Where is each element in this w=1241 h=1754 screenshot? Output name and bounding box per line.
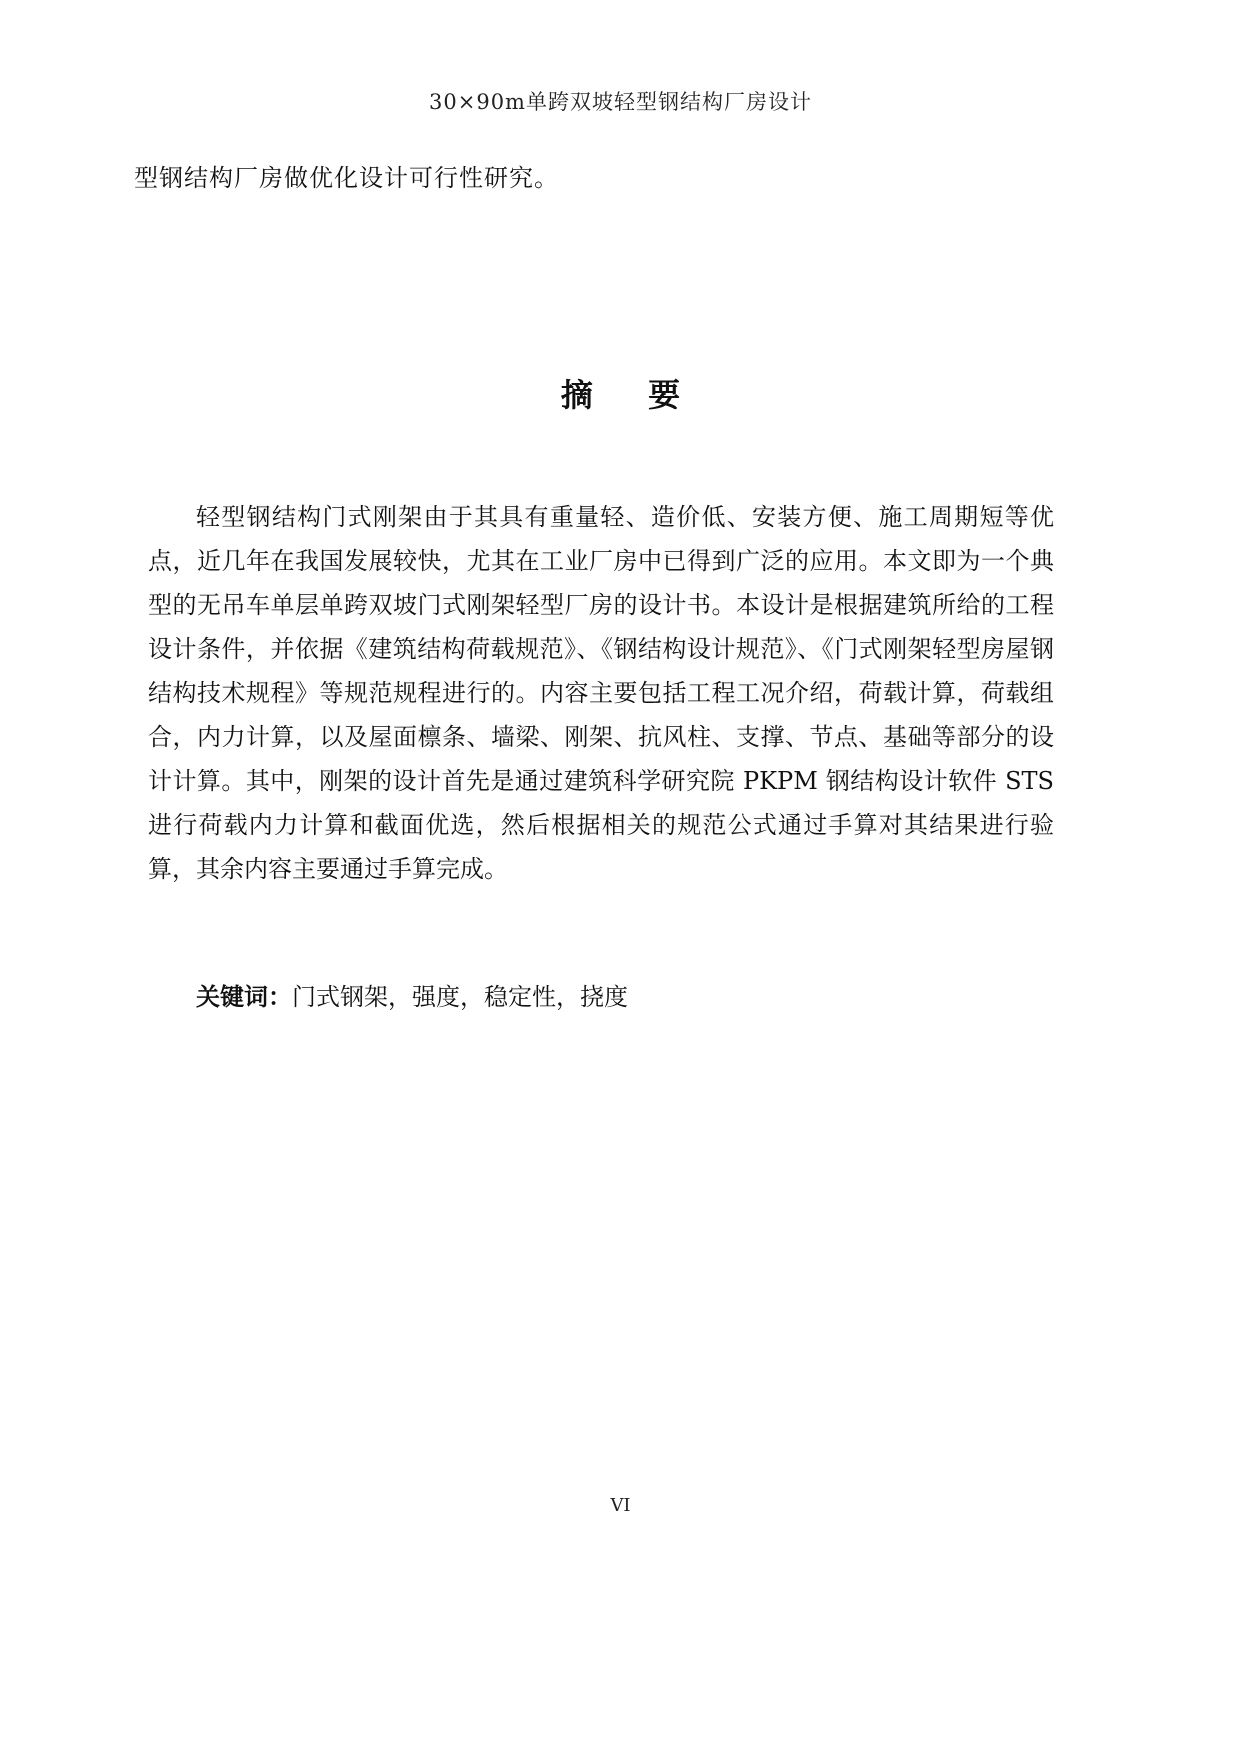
keywords-line (196, 977, 1056, 1012)
running-header: 30×90m单跨双坡轻型钢结构厂房设计 (429, 90, 812, 114)
keywords-value: 门式钢架，强度，稳定性，挠度 (292, 983, 628, 1011)
abstract-body: 轻型钢结构门式刚架由于其具有重量轻、造价低、安装方便、施工周期短等优点，近几年在我国发展较快，尤其在工业厂房中已得到广泛的应用。本文即为一个典型的无吊车单层单跨双坡门式刚架轻型厂房的设计书。本设计是根据建筑所给的工程设计条件，并依据《建筑结构荷载规范》、《钢结构设计规范》、《门式刚架轻型房屋钢结构技术规程》等规范规程进行的。内容主要包括工程工况介绍，荷载计算，荷载组合，内力计算，以及屋面檩条、墙梁、刚架、抗风柱、支撑、节点、基础等部分的设计计算。其中，刚架的设计首先是通过建筑科学研究院 PKPM 钢结构设计软件 STS 进行荷载内力计算和截面优选，然后根据相关的规范公式通过手算对其结果进行验算，其余内容主要通过手算完成。 (148, 503, 1054, 883)
carryover-paragraph: 型钢结构厂房做优化设计可行性研究。 (134, 164, 559, 192)
keywords-label: 关键词： (196, 982, 292, 1011)
abstract-title: 摘 要 (560, 376, 703, 414)
page-number: VI (610, 1495, 631, 1516)
